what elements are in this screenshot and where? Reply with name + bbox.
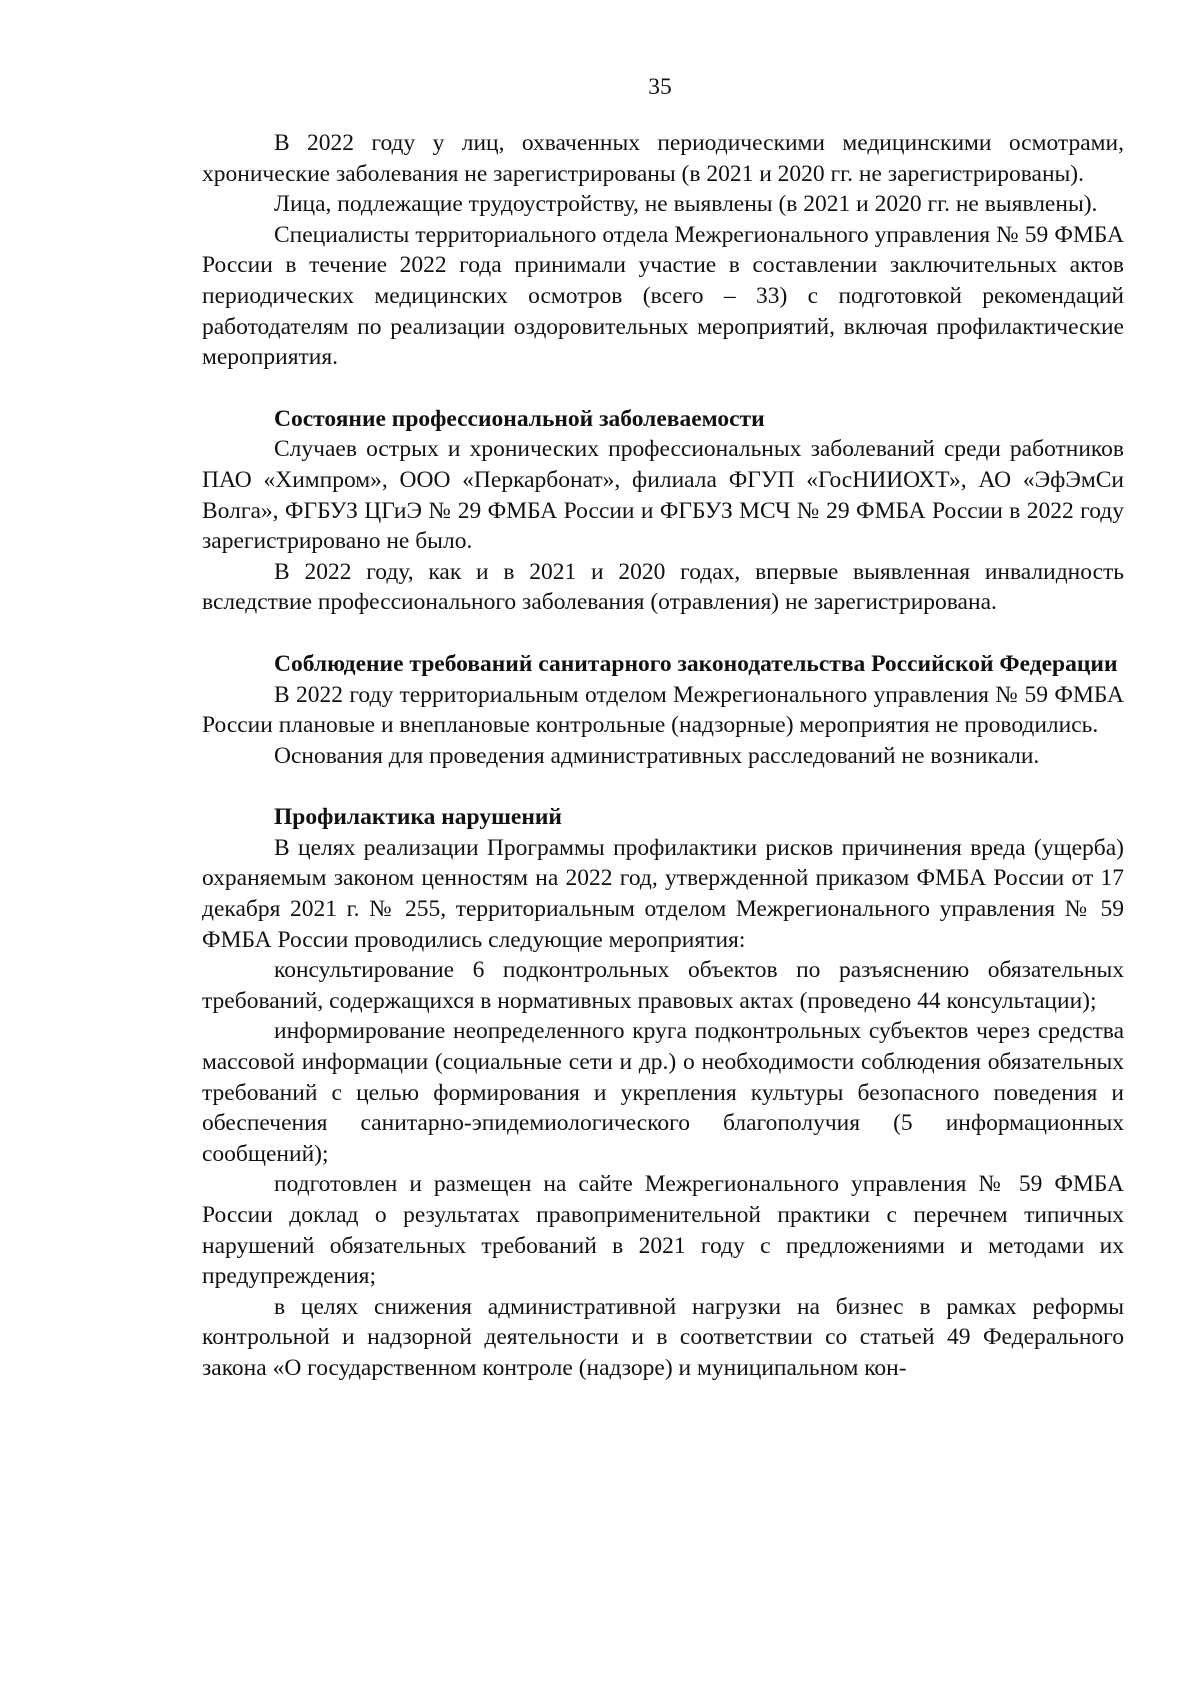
page-number: 35	[648, 74, 672, 100]
paragraph: В 2022 году, как и в 2021 и 2020 годах, впервые выявленная инвалидность вследствие профессионального заболевания (отравления) не зарегистрирована.	[202, 558, 1124, 616]
page-content	[202, 128, 1124, 1384]
list-item: консультирование 6 подконтрольных объектов по разъяснению обязательных требований, содержащихся в нормативных правовых актах (проведено 44 консультации);	[202, 957, 1124, 1014]
paragraph: Основания для проведения административных расследований не возникали.	[274, 742, 1040, 769]
section-spacer	[202, 618, 1124, 649]
paragraph: Лица, подлежащие трудоустройству, не выявлены (в 2021 и 2020 гг. не выявлены).	[274, 191, 1098, 218]
section-heading-occupational-morbidity: Состояние профессиональной заболеваемости	[274, 405, 765, 432]
list-item: подготовлен и размещен на сайте Межрегионального управления № 59 ФМБА России доклад о результатах правоприменительной практики с перечнем типичных нарушений обязательных требований в 2021 году с предложениями и методами их предупреждения;	[202, 1171, 1124, 1290]
section-heading-sanitary-compliance: Соблюдение требований санитарного законодательства Российской Федерации	[274, 650, 1118, 677]
list-item: в целях снижения административной нагрузки на бизнес в рамках реформы контрольной и надзорной деятельности и в соответствии со статьей 49 Федерального закона «О государственном контроле (надзоре) и муниципальном кон-	[202, 1293, 1124, 1381]
paragraph: Случаев острых и хронических профессиональных заболеваний среди работников ПАО «Химпром», ООО «Перкарбонат», филиала ФГУП «ГосНИИОХТ», АО «ЭфЭмСи Волга», ФГБУЗ ЦГиЭ № 29 ФМБА России и ФГБУЗ МСЧ № 29 ФМБА России в 2022 году зарегистрировано не было.	[202, 436, 1124, 555]
paragraph: В целях реализации Программы профилактики рисков причинения вреда (ущерба) охраняемым законом ценностям на 2022 год, утвержденной приказом ФМБА России от 17 декабря 2021 г. № 255, территориальным отделом Межрегионального управления № 59 ФМБА России проводились следующие мероприятия:	[202, 834, 1124, 953]
paragraph: В 2022 году территориальным отделом Межрегионального управления № 59 ФМБА России плановые и внеплановые контрольные (надзорные) мероприятия не проводились.	[202, 681, 1124, 739]
section-heading-violation-prevention: Профилактика нарушений	[274, 804, 562, 831]
paragraph: В 2022 году у лиц, охваченных периодическими медицинскими осмотрами, хронические заболевания не зарегистрированы (в 2021 и 2020 гг. не зарегистрированы).	[202, 130, 1124, 187]
section-spacer	[202, 373, 1124, 404]
list-item: информирование неопределенного круга подконтрольных субъектов через средства массовой информации (социальные сети и др.) о необходимости соблюдения обязательных требований с целью формирования и укрепления культуры безопасного поведения и обеспечения санитарно-эпидемиологического благополучия (5 информационных сообщений);	[202, 1018, 1124, 1167]
paragraph: Специалисты территориального отдела Межрегионального управления № 59 ФМБА России в течение 2022 года принимали участие в составлении заключительных актов периодических медицинских осмотров (всего – 33) с подготовкой рекомендаций работодателям по реализации оздоровительных мероприятий, включая профилактические мероприятия.	[202, 221, 1124, 371]
section-spacer	[202, 771, 1124, 802]
